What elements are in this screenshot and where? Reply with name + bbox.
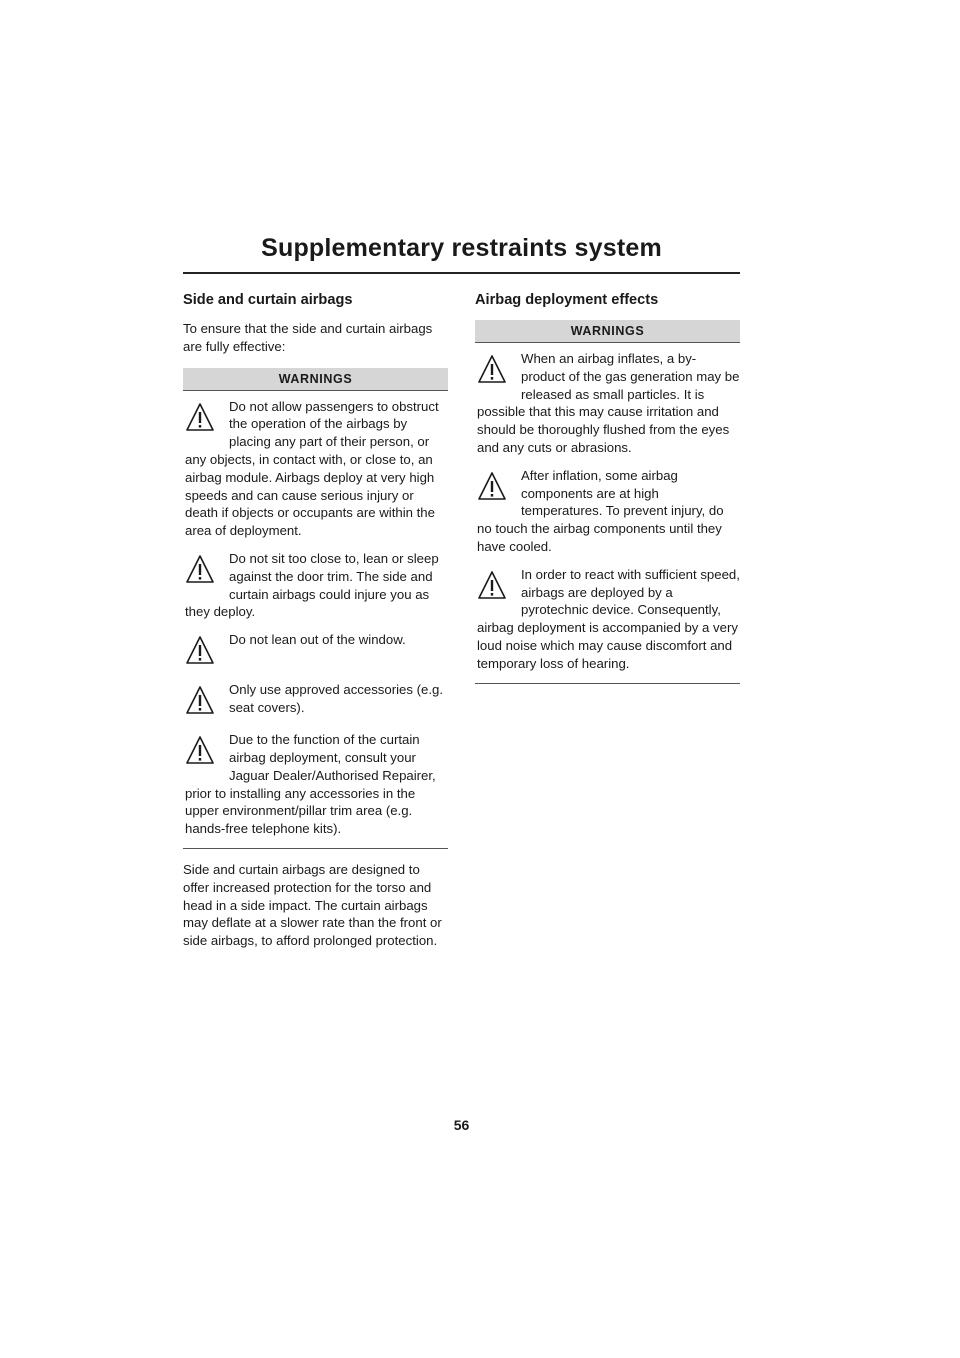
warning-triangle-icon [477, 471, 521, 507]
warning-text: When an airbag inflates, a by-product of the gas generation may be released as small particles. It is possible that this may cause irritation and should be thoroughly flushed from the eyes and any cuts or abrasions. [477, 351, 740, 455]
warning-text: Due to the function of the curtain airbag deployment, consult your Jaguar Dealer/Authorised Repairer, prior to installing any accessories in the upper environment/pillar trim area (e.g. hands-free telephone kits). [185, 732, 436, 837]
warnings-header-rule [183, 390, 448, 391]
warning-triangle-icon [185, 735, 229, 771]
warning-item [475, 566, 740, 673]
page-number: 56 [453, 1117, 470, 1133]
warning-triangle-icon [185, 554, 229, 590]
warnings-header: WARNINGS [475, 320, 740, 342]
warning-triangle-icon [477, 354, 521, 390]
warning-triangle-icon [477, 570, 521, 606]
warning-text: Do not lean out of the window. [229, 632, 406, 648]
page-title: Supplementary restraints system [261, 234, 662, 262]
warnings-header: WARNINGS [183, 368, 448, 390]
warning-item [475, 467, 740, 556]
warning-text: Do not sit too close to, lean or sleep against the door trim. The side and curtain airbags could injure you as they deploy. [185, 550, 439, 620]
warning-text: Do not allow passengers to obstruct the operation of the airbags by placing any part of their person, or any objects, in contact with, or close to, an airbag module. Airbags deploy at very high speeds and can cause serious injury or death if objects or occupants are within the area of deployment. [185, 398, 439, 539]
right-column [475, 290, 740, 696]
title-rule [183, 272, 740, 274]
warnings-box-right [475, 320, 740, 684]
section-heading-side-curtain: Side and curtain airbags [183, 292, 353, 308]
warning-triangle-icon [185, 635, 229, 671]
warning-text: Only use approved accessories (e.g. seat covers). [229, 682, 444, 715]
after-text: Side and curtain airbags are designed to offer increased protection for the torso and head in a side impact. The curtain airbags may deflate at a slower rate than the front or side airbags, to afford prolonged protection. [183, 861, 442, 949]
warning-triangle-icon [185, 685, 229, 721]
warning-item [183, 631, 448, 671]
warning-text: In order to react with sufficient speed, airbags are deployed by a pyrotechnic device. Consequently, airbag deployment is accompanied by a very loud noise which may cause discomfort and temporary loss of hearing. [477, 566, 740, 671]
warning-triangle-icon [185, 402, 229, 438]
section-heading-deployment-effects: Airbag deployment effects [475, 292, 659, 308]
warnings-end-rule [475, 683, 740, 684]
warning-item [183, 398, 448, 540]
warning-text: After inflation, some airbag components are at high temperatures. To prevent injury, do no touch the airbag components until they have cooled. [477, 467, 724, 554]
warning-item [183, 681, 448, 721]
warning-item [183, 731, 448, 838]
warning-item [183, 550, 448, 621]
intro-text: To ensure that the side and curtain airbags are fully effective: [183, 321, 433, 354]
warnings-end-rule [183, 848, 448, 849]
warnings-box-left [183, 368, 448, 849]
warnings-header-rule [475, 342, 740, 343]
warning-item [475, 350, 740, 457]
left-column [183, 290, 448, 950]
